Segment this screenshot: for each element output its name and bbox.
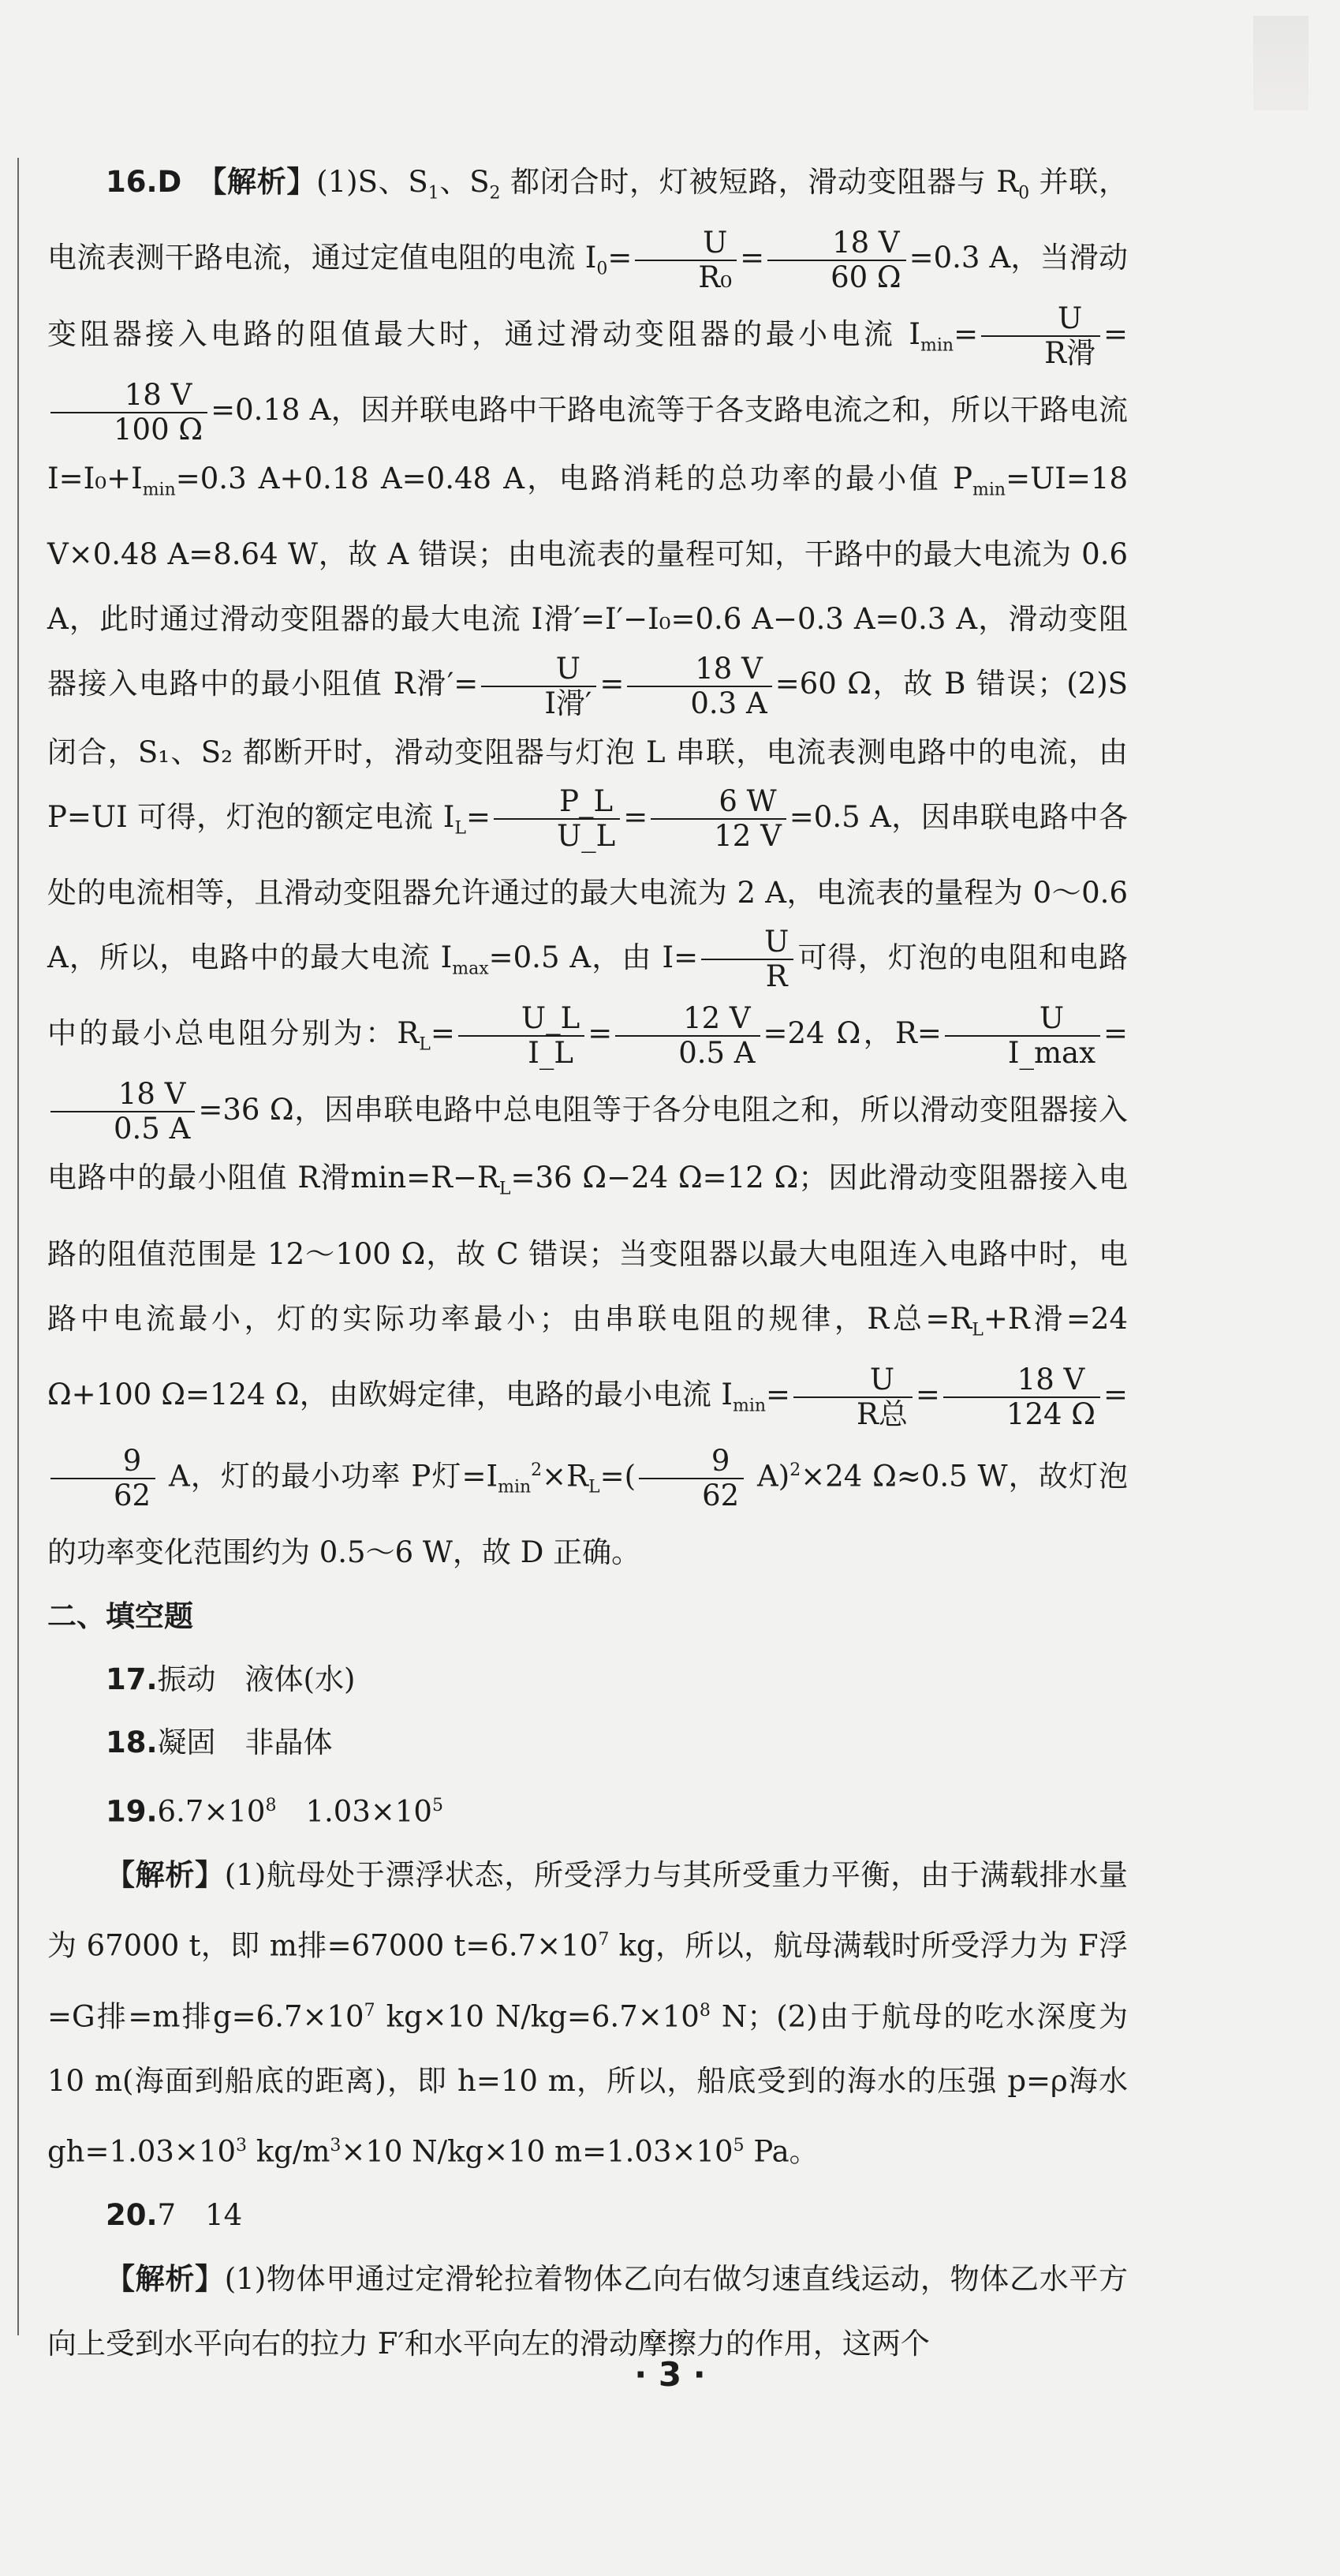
text: =( bbox=[599, 1459, 636, 1494]
text: Pa。 bbox=[744, 2134, 819, 2169]
fraction bbox=[793, 1363, 913, 1431]
subscript: max bbox=[452, 959, 489, 979]
denominator: 0.5 A bbox=[678, 1035, 756, 1070]
numerator: 18 V bbox=[50, 1078, 195, 1112]
fraction bbox=[50, 1078, 195, 1146]
text: = bbox=[599, 667, 625, 701]
superscript: 7 bbox=[598, 1930, 610, 1950]
question-number: 19. bbox=[106, 1794, 158, 1829]
analysis-tag: 【解析】 bbox=[211, 165, 317, 199]
question-number: 20. bbox=[106, 2198, 158, 2233]
superscript: 2 bbox=[789, 1460, 801, 1481]
numerator: U bbox=[981, 302, 1100, 337]
text: (1)S、S bbox=[316, 165, 428, 199]
answer-19 bbox=[47, 1774, 1128, 1843]
text: kg，所以，航母满载时所受浮力为 F浮=G排=m排g=6.7×10 bbox=[47, 1928, 1128, 2034]
superscript: 5 bbox=[431, 1796, 443, 1816]
text: ×10 N/kg×10 m=1.03×10 bbox=[341, 2134, 733, 2169]
text: = bbox=[588, 1016, 613, 1051]
superscript: 3 bbox=[330, 2136, 342, 2156]
answer-text: 凝固 非晶体 bbox=[157, 1725, 333, 1760]
denominator: I滑′ bbox=[544, 686, 592, 720]
text: =0.18 A，因并联电路中干路电流等于各支路电流之和，所以干路电流 I=I₀+I bbox=[47, 393, 1128, 495]
fraction bbox=[981, 302, 1100, 370]
text: = bbox=[623, 799, 648, 834]
answer-20 bbox=[47, 2184, 1128, 2247]
text: = bbox=[607, 241, 633, 275]
subscript: 2 bbox=[489, 183, 501, 204]
denominator: I_L bbox=[528, 1035, 573, 1070]
fraction bbox=[494, 785, 620, 853]
fraction bbox=[945, 1002, 1100, 1070]
numerator: U bbox=[701, 925, 793, 960]
answer-text: 振动 液体(水) bbox=[157, 1662, 356, 1697]
text: =36 Ω−24 Ω=12 Ω；因此滑动变阻器接入电路的阻值范围是 12～100 Ω，故 C 错误；当变阻器以最大电阻连入电路中时，电路中电流最小，灯的实际功率最小；由串联电阻的规律，R总=R bbox=[47, 1161, 1129, 1336]
text: = bbox=[740, 241, 765, 275]
text: = bbox=[1103, 1016, 1129, 1051]
superscript: 8 bbox=[699, 2000, 711, 2021]
subscript: L bbox=[498, 1179, 511, 1199]
denominator: 12 V bbox=[714, 819, 782, 854]
fraction bbox=[767, 226, 906, 294]
text: 都闭合时，灯被短路，滑动变阻器与 R bbox=[500, 165, 1019, 199]
text: +R滑=24 Ω+100 Ω=124 Ω，由欧姆定律，电路的最小电流 I bbox=[47, 1301, 1129, 1412]
numerator: 9 bbox=[639, 1445, 744, 1479]
text: =0.3 A+0.18 A=0.48 A，电路消耗的总功率的最小值 P bbox=[175, 461, 973, 495]
fraction bbox=[943, 1363, 1100, 1431]
numerator: U bbox=[793, 1363, 913, 1398]
denominator: R总 bbox=[857, 1396, 908, 1431]
numerator: 18 V bbox=[943, 1363, 1100, 1398]
text: ×24 Ω≈0.5 W，故灯泡的功率变化范围约为 0.5～6 W，故 D 正确。 bbox=[47, 1459, 1128, 1570]
numerator: 12 V bbox=[615, 1002, 760, 1037]
answer-text: 6.7×10 bbox=[157, 1794, 266, 1829]
answer-18 bbox=[47, 1711, 1128, 1774]
denominator: 124 Ω bbox=[1006, 1396, 1096, 1431]
text: 并联，电流表测干路电流，通过定值电阻的电流 I bbox=[47, 165, 1129, 275]
numerator: 6 W bbox=[651, 785, 786, 820]
analysis-19 bbox=[47, 1843, 1128, 2184]
text: = bbox=[954, 316, 979, 351]
denominator: I_max bbox=[1007, 1035, 1096, 1070]
numerator: P_L bbox=[494, 785, 620, 820]
subscript: L bbox=[454, 817, 466, 838]
text: =36 Ω，因串联电路中总电阻等于各分电阻之和，所以滑动变阻器接入电路中的最小阻值 R滑min=R−R bbox=[47, 1092, 1128, 1195]
fraction bbox=[458, 1002, 584, 1070]
denominator: R bbox=[765, 959, 788, 994]
answer-text: 1.03×10 bbox=[276, 1794, 432, 1829]
numerator: U bbox=[945, 1002, 1100, 1037]
analysis-tag: 【解析】 bbox=[106, 2262, 225, 2297]
subscript: L bbox=[972, 1320, 984, 1340]
fraction bbox=[651, 785, 786, 853]
text: = bbox=[465, 799, 491, 834]
section-heading: 二、填空题 bbox=[47, 1599, 193, 1634]
text: = bbox=[915, 1378, 940, 1412]
text: =UI=18 V×0.48 A=8.64 W，故 A 错误；由电流表的量程可知，干路中的最大电流为 0.6 A，此时通过滑动变阻器的最大电流 I滑′=I′−I₀=0.6 A−0.3 A=0.3 A，滑动变阻器接入电路中的最小阻值 R滑′= bbox=[47, 461, 1128, 701]
question-number: 18. bbox=[106, 1725, 158, 1760]
superscript: 3 bbox=[235, 2136, 247, 2156]
text: 、S bbox=[439, 165, 490, 199]
text: =0.3 A，当滑动变阻器接入电路的阻值最大时，通过滑动变阻器的最小电流 I bbox=[47, 241, 1128, 351]
question-number: 16.D bbox=[106, 165, 182, 199]
text: =24 Ω，R= bbox=[763, 1016, 942, 1051]
text: =0.5 A，因串联电路中各处的电流相等，且滑动变阻器允许通过的最大电流为 2 A，电流表的量程为 0～0.6 A，所以，电路中的最大电流 I bbox=[47, 799, 1128, 974]
subscript: min bbox=[498, 1478, 532, 1498]
superscript: 8 bbox=[265, 1796, 277, 1816]
text: = bbox=[1103, 1378, 1128, 1412]
subscript: 1 bbox=[427, 183, 439, 204]
text: kg×10 N/kg=6.7×10 bbox=[375, 1999, 700, 2034]
superscript: 7 bbox=[364, 2000, 375, 2021]
denominator: 60 Ω bbox=[831, 260, 901, 294]
fraction bbox=[481, 652, 596, 720]
text: N；(2)由于航母的吃水深度为 10 m(海面到船底的距离)，即 h=10 m，所以，船底受到的海水的压强 p=ρ海水gh=1.03×10 bbox=[47, 1999, 1128, 2169]
fraction bbox=[615, 1002, 760, 1070]
subscript: 0 bbox=[1018, 183, 1030, 204]
fraction bbox=[635, 226, 737, 294]
analysis-tag: 【解析】 bbox=[106, 1858, 225, 1893]
denominator: 0.5 A bbox=[114, 1112, 191, 1146]
denominator: 62 bbox=[702, 1479, 740, 1513]
text: ×R bbox=[542, 1459, 589, 1494]
denominator: R₀ bbox=[698, 260, 733, 294]
content-area bbox=[47, 150, 1128, 2376]
fraction bbox=[627, 652, 771, 720]
text: (1)物体甲通过定滑轮拉着物体乙向右做匀速直线运动，物体乙水平方向上受到水平向右的拉力 F′和水平向左的滑动摩擦力的作用，这两个 bbox=[47, 2262, 1129, 2361]
denominator: 62 bbox=[114, 1479, 151, 1513]
text: (1)航母处于漂浮状态，所受浮力与其所受重力平衡，由于满载排水量为 67000 t，即 m排=67000 t=6.7×10 bbox=[47, 1858, 1129, 1963]
subscript: min bbox=[732, 1396, 767, 1416]
numerator: 18 V bbox=[50, 379, 207, 413]
subscript: L bbox=[419, 1034, 431, 1055]
numerator: U_L bbox=[458, 1002, 584, 1037]
answer-17 bbox=[47, 1648, 1128, 1711]
margin-rule bbox=[17, 158, 19, 2335]
numerator: 18 V bbox=[767, 226, 906, 261]
text: = bbox=[1103, 316, 1128, 351]
fraction bbox=[50, 379, 207, 447]
scan-corner-mark bbox=[1253, 16, 1308, 110]
numerator: U bbox=[635, 226, 737, 261]
subscript: 0 bbox=[596, 259, 608, 279]
subscript: L bbox=[588, 1478, 600, 1498]
text: kg/m bbox=[246, 2134, 330, 2169]
subscript: min bbox=[142, 480, 176, 500]
numerator: 9 bbox=[50, 1445, 155, 1479]
denominator: R滑 bbox=[1044, 336, 1096, 371]
fraction bbox=[50, 1445, 155, 1512]
answer-16 bbox=[47, 150, 1128, 1585]
text: =0.5 A，由 I= bbox=[488, 940, 699, 974]
text: A) bbox=[747, 1459, 790, 1494]
question-number: 17. bbox=[106, 1662, 158, 1697]
text: =60 Ω，故 B 错误；(2)S 闭合，S₁、S₂ 都断开时，滑动变阻器与灯泡 L 串联，电流表测电路中的电流，由 P=UI 可得，灯泡的额定电流 I bbox=[47, 667, 1128, 834]
page-number: · 3 · bbox=[634, 2355, 706, 2394]
fraction bbox=[639, 1445, 744, 1512]
denominator: U_L bbox=[556, 819, 616, 854]
superscript: 5 bbox=[733, 2136, 745, 2156]
text: A，灯的最小功率 P灯=I bbox=[159, 1459, 498, 1494]
text: 可得，灯泡的电阻和电路中的最小总电阻分别为：R bbox=[47, 940, 1128, 1051]
text: = bbox=[766, 1378, 791, 1412]
subscript: min bbox=[920, 335, 954, 356]
denominator: 100 Ω bbox=[114, 412, 203, 447]
denominator: 0.3 A bbox=[690, 686, 767, 720]
superscript: 2 bbox=[531, 1460, 543, 1481]
answer-text: 7 14 bbox=[157, 2198, 243, 2233]
subscript: min bbox=[972, 480, 1006, 500]
numerator: 18 V bbox=[627, 652, 771, 687]
fraction bbox=[701, 925, 793, 993]
numerator: U bbox=[481, 652, 596, 687]
text: = bbox=[430, 1016, 455, 1051]
